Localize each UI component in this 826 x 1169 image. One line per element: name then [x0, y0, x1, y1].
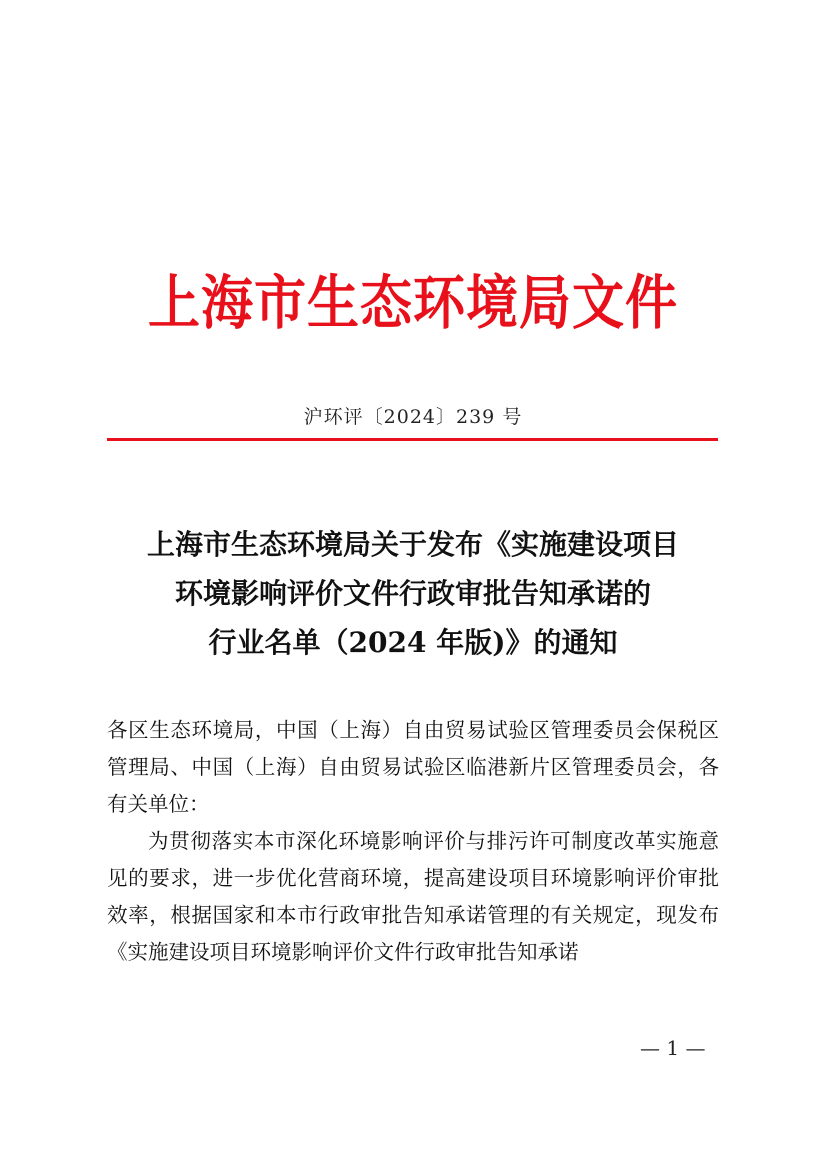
- red-divider-line: [107, 438, 718, 441]
- page-number: — 1 —: [640, 1036, 706, 1060]
- title-line-1: 上海市生态环境局关于发布《实施建设项目: [146, 528, 679, 561]
- title-line-2: 环境影响评价文件行政审批告知承诺的: [174, 577, 651, 610]
- title-line-3: 行业名单（2024 年版)》的通知: [208, 626, 618, 659]
- addressee-paragraph: 各区生态环境局，中国（上海）自由贸易试验区管理委员会保税区管理局、中国（上海）自由贸易试验区临港新片区管理委员会，各有关单位：: [107, 718, 719, 816]
- document-number: 沪环评〔2024〕239 号: [303, 406, 523, 428]
- document-title: [90, 520, 736, 667]
- issuer-heading: 上海市生态环境局文件: [147, 269, 678, 338]
- document-body: [107, 712, 719, 971]
- body-paragraph-1: 为贯彻落实本市深化环境影响评价与排污许可制度改革实施意见的要求，进一步优化营商环境，提高建设项目环境影响评价审批效率，根据国家和本市行政审批告知承诺管理的有关规定，现发布《实施建设项目环境影响评价文件行政审批告知承诺: [107, 829, 719, 964]
